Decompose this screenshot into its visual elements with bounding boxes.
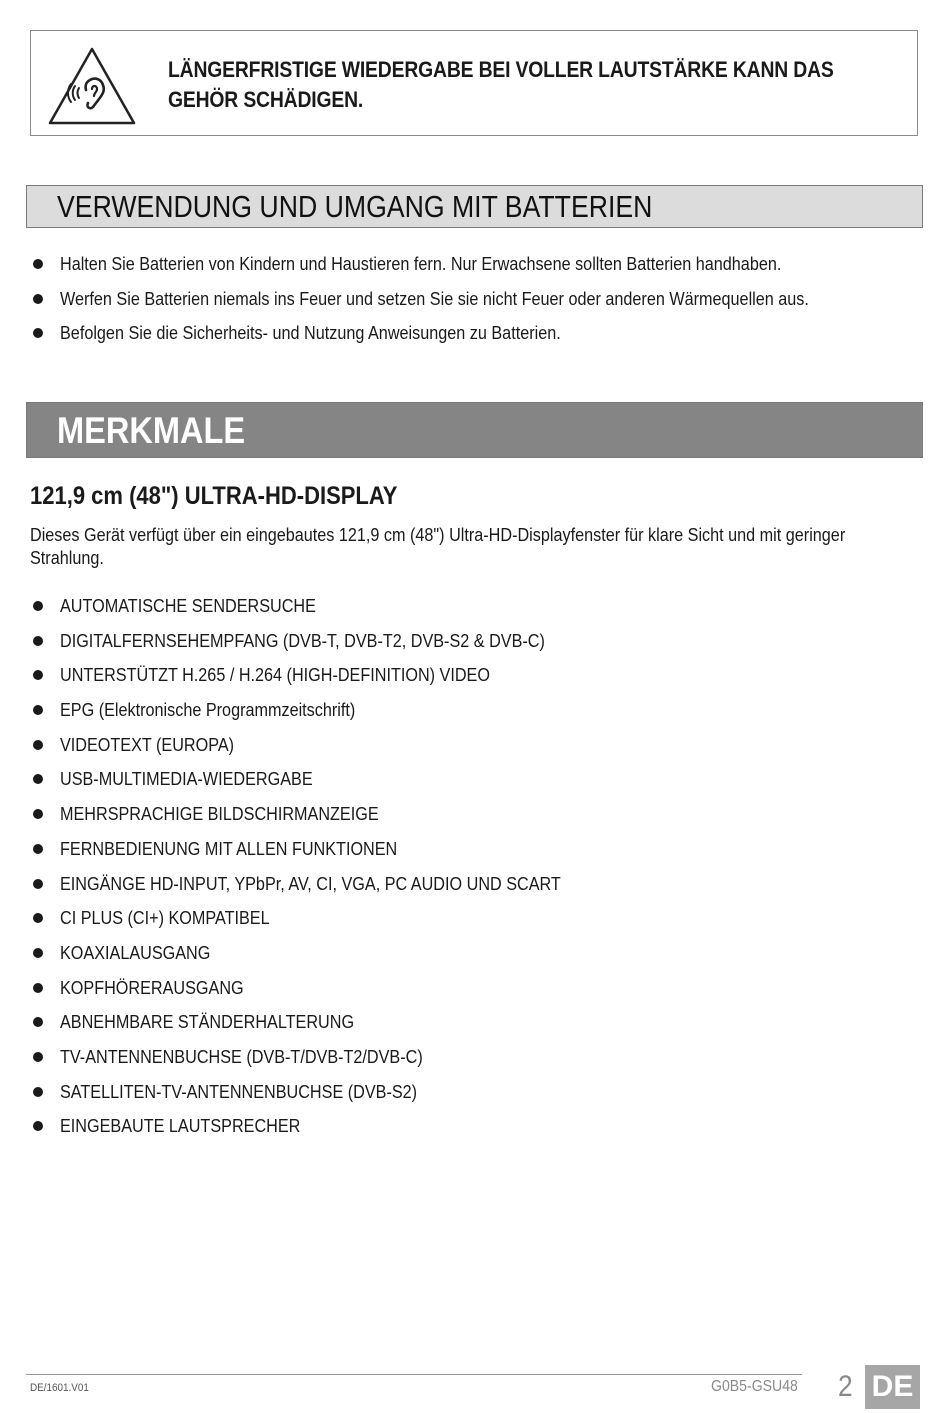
bullet-icon: [33, 948, 43, 958]
bullet-icon: [33, 740, 43, 750]
list-item: EINGÄNGE HD-INPUT, YPbPr, AV, CI, VGA, PC AUDIO UND SCART: [30, 872, 616, 907]
list-item: TV-ANTENNENBUCHSE (DVB-T/DVB-T2/DVB-C): [30, 1045, 616, 1080]
list-item: UNTERSTÜTZT H.265 / H.264 (HIGH-DEFINITION) VIDEO: [30, 663, 616, 698]
display-subheading: 121,9 cm (48") ULTRA-HD-DISPLAY: [30, 482, 398, 510]
list-item: AUTOMATISCHE SENDERSUCHE: [30, 594, 616, 629]
bullet-icon: [33, 879, 43, 889]
battery-section-header: [26, 185, 923, 228]
hearing-warning-text: [168, 55, 834, 115]
bullet-icon: [33, 983, 43, 993]
bullet-icon: [33, 705, 43, 715]
list-item: Halten Sie Batterien von Kindern und Haustieren fern. Nur Erwachsene sollten Batterien handhaben.: [30, 252, 892, 287]
list-item: VIDEOTEXT (EUROPA): [30, 733, 616, 768]
features-section-header: [26, 402, 923, 458]
list-item: SATELLITEN-TV-ANTENNENBUCHSE (DVB-S2): [30, 1080, 616, 1115]
list-item: DIGITALFERNSEHEMPFANG (DVB-T, DVB-T2, DVB-S2 & DVB-C): [30, 629, 616, 664]
features-section-title: MERKMALE: [57, 410, 246, 451]
bullet-icon: [33, 844, 43, 854]
list-item: FERNBEDIENUNG MIT ALLEN FUNKTIONEN: [30, 837, 616, 872]
bullet-icon: [33, 601, 43, 611]
list-item: EPG (Elektronische Programmzeitschrift): [30, 698, 616, 733]
intro-line-2: Strahlung.: [30, 548, 104, 568]
list-item: EINGEBAUTE LAUTSPRECHER: [30, 1114, 616, 1149]
list-item: KOPFHÖRERAUSGANG: [30, 976, 616, 1011]
list-item: KOAXIALAUSGANG: [30, 941, 616, 976]
list-item: Befolgen Sie die Sicherheits- und Nutzung Anweisungen zu Batterien.: [30, 321, 892, 356]
battery-section-title: VERWENDUNG UND UMGANG MIT BATTERIEN: [57, 189, 653, 224]
warning-text-line-1: LÄNGERFRISTIGE WIEDERGABE BEI VOLLER LAUTSTÄRKE KANN DAS: [168, 57, 834, 82]
battery-instructions-list: [30, 252, 892, 356]
bullet-icon: [33, 1017, 43, 1027]
bullet-icon: [33, 328, 43, 338]
footer-model-number: G0B5-GSU48: [711, 1378, 798, 1395]
bullet-icon: [33, 809, 43, 819]
bullet-icon: [33, 1087, 43, 1097]
bullet-icon: [33, 294, 43, 304]
hearing-warning-box: [30, 30, 918, 136]
bullet-icon: [33, 1121, 43, 1131]
warning-text-line-2: GEHÖR SCHÄDIGEN.: [168, 87, 364, 112]
list-item: CI PLUS (CI+) KOMPATIBEL: [30, 906, 616, 941]
footer-divider: [26, 1374, 802, 1375]
bullet-icon: [33, 670, 43, 680]
display-intro-paragraph: [30, 524, 876, 570]
list-item: MEHRSPRACHIGE BILDSCHIRMANZEIGE: [30, 802, 616, 837]
list-item: USB-MULTIMEDIA-WIEDERGABE: [30, 767, 616, 802]
bullet-icon: [33, 259, 43, 269]
list-item: ABNEHMBARE STÄNDERHALTERUNG: [30, 1010, 616, 1045]
bullet-icon: [33, 1052, 43, 1062]
footer-language-badge: DE: [865, 1365, 920, 1409]
footer-page-number: 2: [838, 1370, 853, 1403]
list-item: Werfen Sie Batterien niemals ins Feuer und setzen Sie sie nicht Feuer oder anderen Wärmequellen aus.: [30, 287, 892, 322]
bullet-icon: [33, 774, 43, 784]
hearing-warning-icon: [46, 45, 138, 127]
bullet-icon: [33, 913, 43, 923]
bullet-icon: [33, 636, 43, 646]
features-list: [30, 594, 616, 1149]
intro-line-1: Dieses Gerät verfügt über ein eingebautes 121,9 cm (48") Ultra-HD-Displayfenster für klare Sicht und mit geringer: [30, 525, 846, 545]
footer-doc-code: DE/1601.V01: [30, 1382, 89, 1394]
